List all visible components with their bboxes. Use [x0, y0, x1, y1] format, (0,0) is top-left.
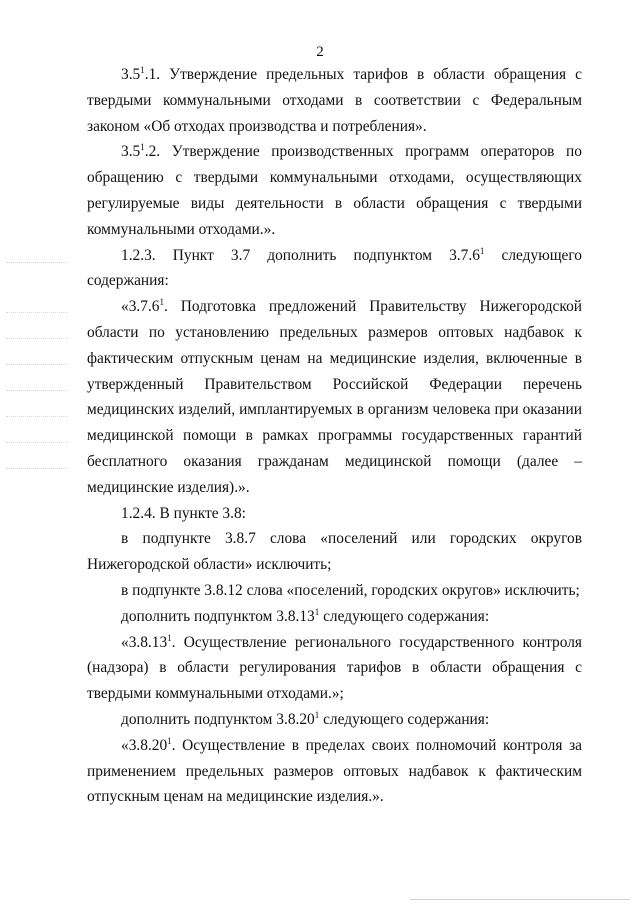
scan-edge-line: [410, 899, 630, 900]
paragraph-1-2-3: 1.2.3. Пункт 3.7 дополнить подпунктом 3.7.6$^1$ следующего содержания:: [87, 245, 582, 290]
paragraph-3-8-12: в подпункте 3.8.12 слова «поселений, городских округов» исключить;: [121, 581, 580, 599]
scan-artifact: [6, 416, 68, 419]
scan-artifact: [6, 338, 68, 341]
scan-artifact: [6, 442, 68, 445]
paragraph-3-7-6-1: «3.7.6$^1$. Подготовка предложений Правительству Нижегородской области по установлению предельных размеров оптовых надбавок к фактическим отпускным ценам на медицинские изделия, включенные в утвержденный Правительством Российской Федерации перечень медицинских изделий, имплантируемых в организм человека при оказании медицинской помощи в рамках программы государственных гарантий бесплатного оказания гражданам медицинской помощи (далее – медицинские изделия).».: [87, 297, 582, 496]
scan-artifact: [6, 390, 68, 393]
page-number: 2: [316, 44, 324, 60]
document-body: [87, 62, 582, 810]
paragraph-add-3-8-13-1: дополнить подпунктом 3.8.13$^1$ следующего содержания:: [121, 606, 490, 625]
paragraph-1-2-4: 1.2.4. В пункте 3.8:: [121, 504, 246, 522]
scan-artifact: [6, 262, 68, 265]
paragraph-add-3-8-20-1: дополнить подпунктом 3.8.20$^1$ следующего содержания:: [121, 709, 490, 728]
scan-artifact: [6, 312, 68, 315]
paragraph-3-8-7: в подпункте 3.8.7 слова «поселений или городских округов Нижегородской области» исключить;: [87, 530, 582, 574]
scan-artifact: [6, 364, 68, 367]
paragraph-3-5-1-1: $3.5^1.1$. Утверждение предельных тарифов в области обращения с твердыми коммунальными отходами в соответствии с Федеральным законом «Об отходах производства и потребления».: [87, 64, 582, 135]
paragraph-3-8-20-1: «3.8.20$^1$. Осуществление в пределах своих полномочий контроля за применением предельных размеров оптовых надбавок к фактическим отпускным ценам на медицинские изделия.».: [87, 735, 582, 806]
scan-artifact: [6, 468, 68, 471]
paragraph-3-8-13-1: «3.8.13$^1$. Осуществление регионального государственного контроля (надзора) в области регулирования тарифов в области обращения с твердыми коммунальными отходами.»;: [87, 632, 582, 703]
paragraph-3-5-1-2: $3.5^1.2$. Утверждение производственных программ операторов по обращению с твердыми коммунальными отходами, осуществляющих регулируемые виды деятельности в области обращения с твердыми коммунальными отходами.».: [87, 142, 582, 238]
